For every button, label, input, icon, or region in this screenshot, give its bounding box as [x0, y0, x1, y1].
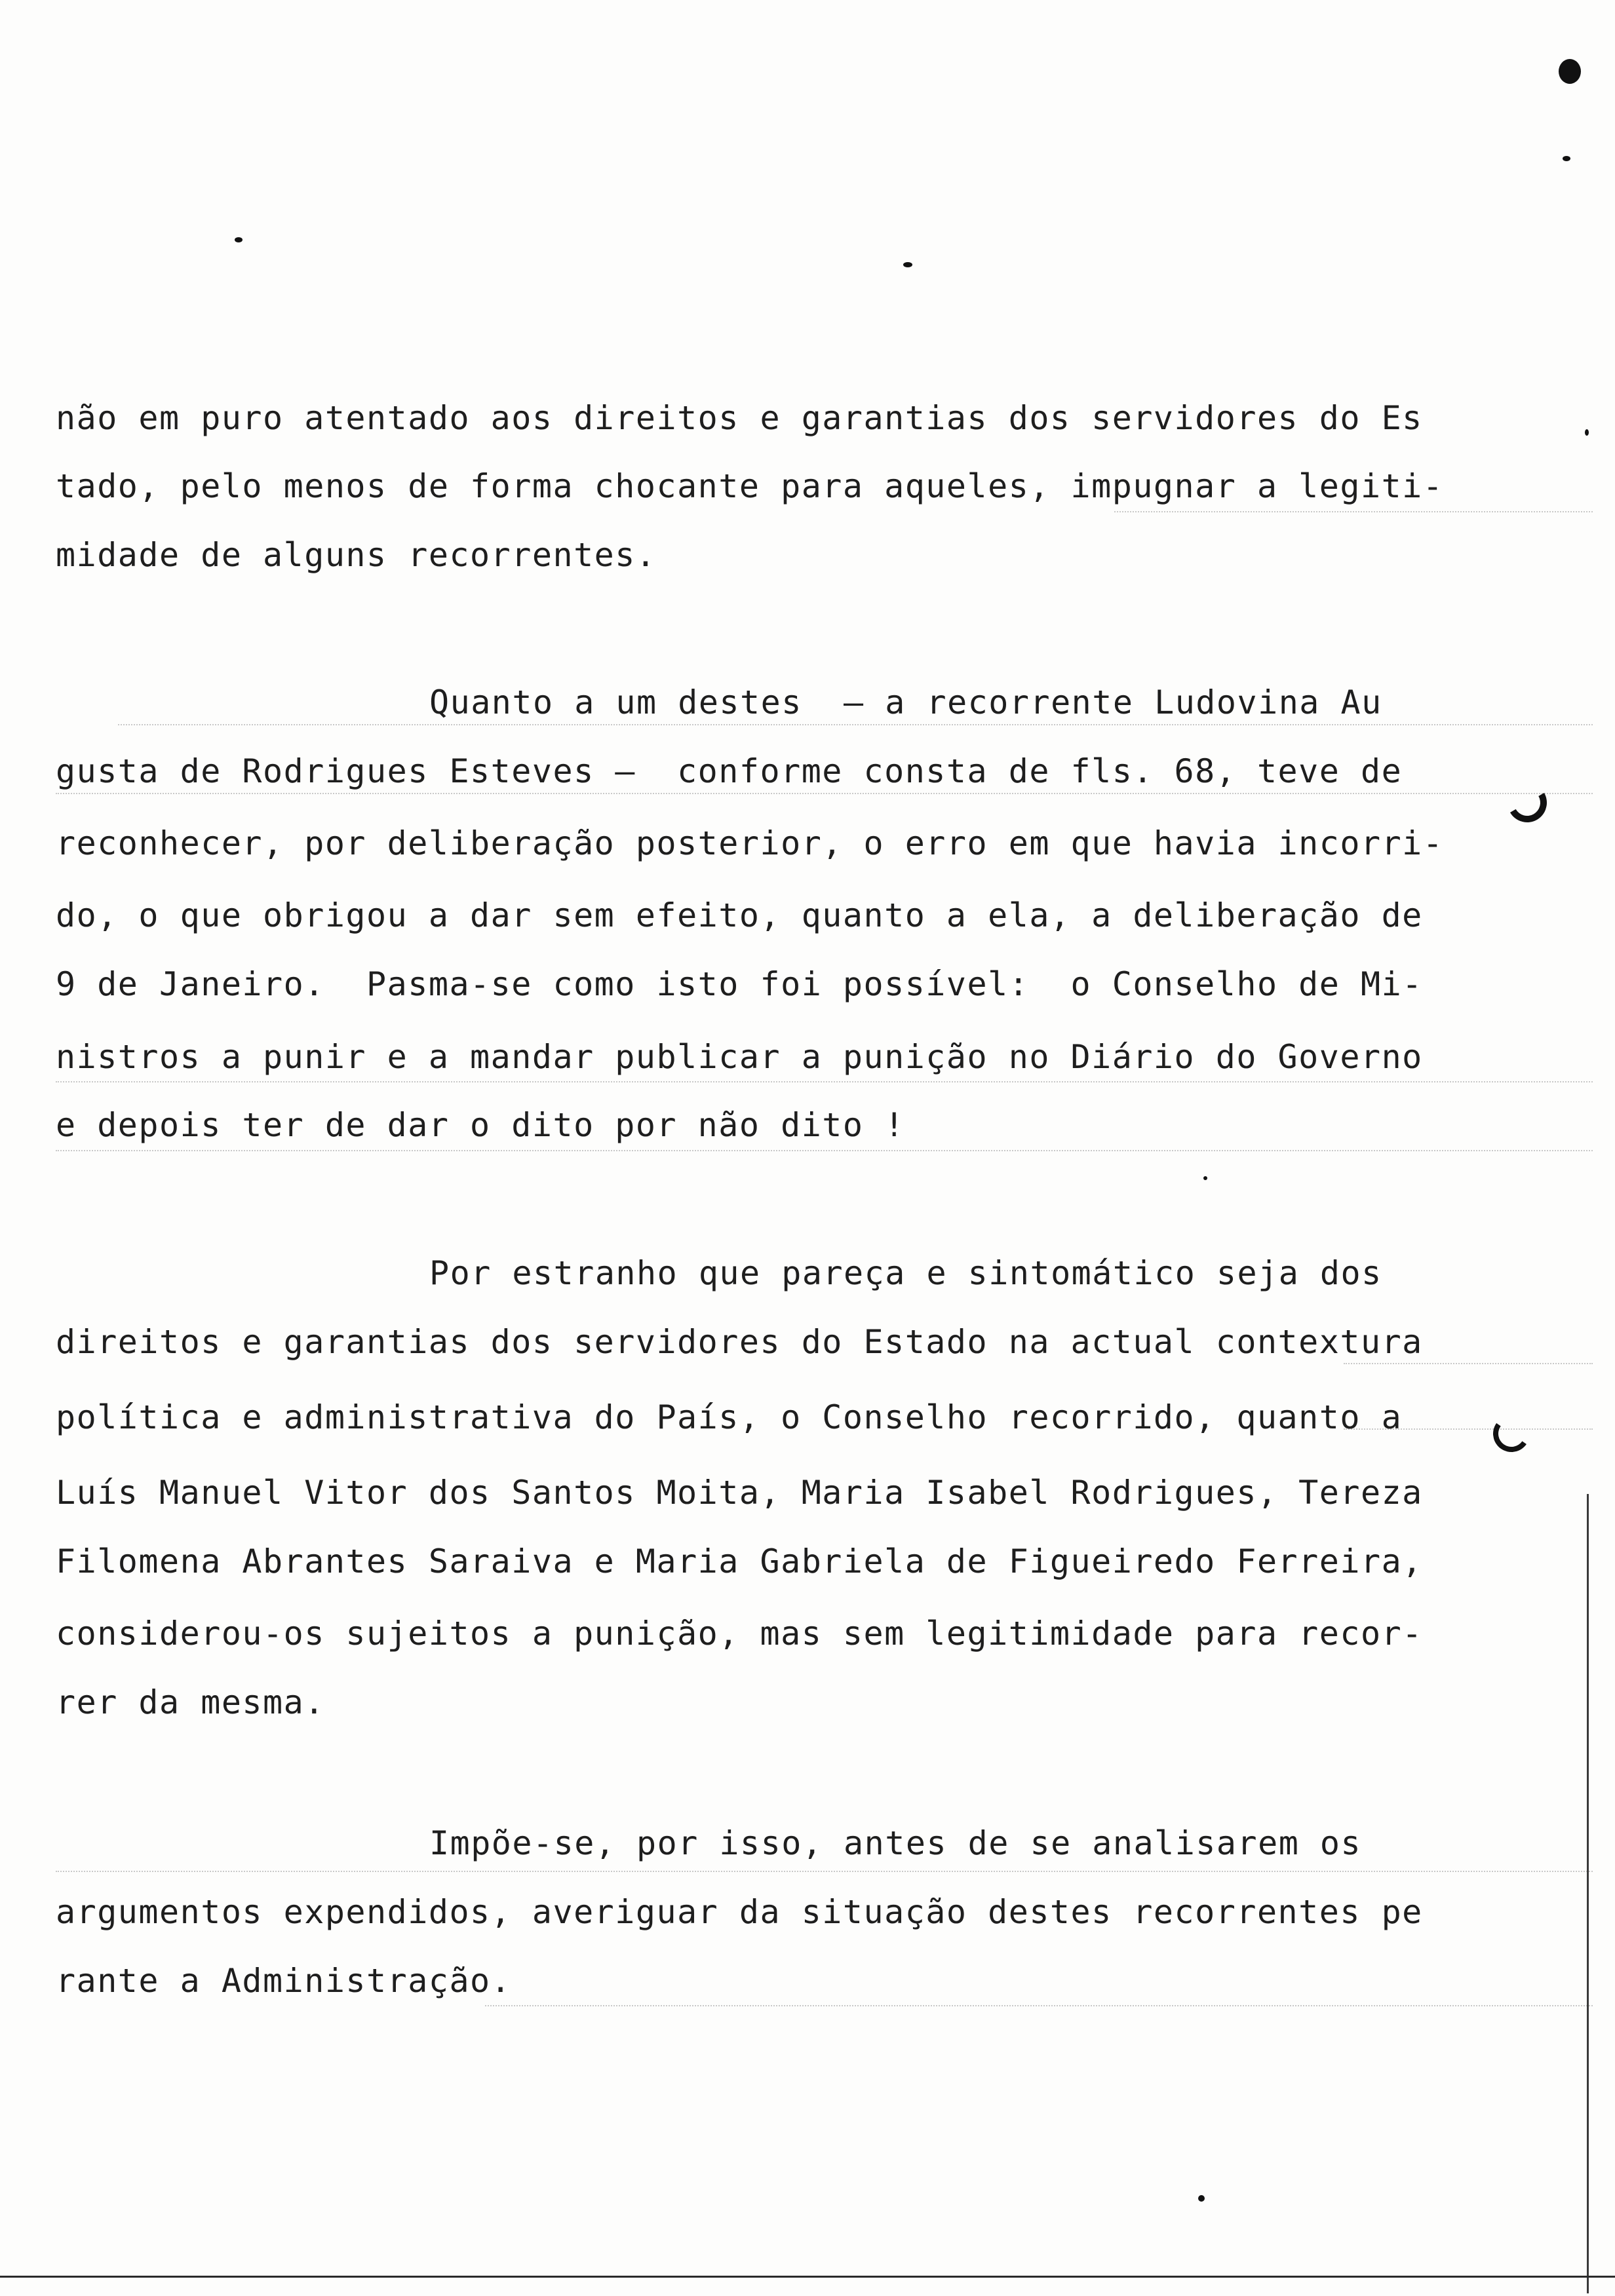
text-line: argumentos expendidos, averiguar da situação destes recorrentes pe — [56, 1893, 1423, 1931]
ink-speck — [1203, 1176, 1207, 1180]
ruling-line — [56, 1150, 1593, 1151]
text-line: Luís Manuel Vitor dos Santos Moita, Maria Isabel Rodrigues, Tereza — [56, 1474, 1423, 1512]
text-line: reconhecer, por deliberação posterior, o erro em que havia incorri- — [56, 824, 1444, 862]
ruling-line — [1114, 511, 1593, 512]
text-line: política e administrativa do País, o Conselho recorrido, quanto a — [56, 1398, 1403, 1436]
text-line: do, o que obrigou a dar sem efeito, quanto a ela, a deliberação de — [56, 896, 1423, 934]
text-line: rer da mesma. — [56, 1683, 325, 1721]
paragraph-start-line: Por estranho que pareça e sintomático seja dos — [429, 1254, 1382, 1292]
paragraph-start-line: Quanto a um destes — a recorrente Ludovina Au — [429, 683, 1382, 721]
text-line: não em puro atentado aos direitos e garantias dos servidores do Es — [56, 399, 1423, 437]
ink-speck — [1585, 429, 1589, 436]
ruling-line — [56, 1871, 1593, 1872]
text-line: Filomena Abrantes Saraiva e Maria Gabriela de Figueiredo Ferreira, — [56, 1542, 1423, 1580]
text-line: 9 de Janeiro. Pasma-se como isto foi possível: o Conselho de Mi- — [56, 965, 1423, 1003]
text-line: considerou-os sujeitos a punição, mas sem legitimidade para recor- — [56, 1615, 1423, 1653]
text-line: gusta de Rodrigues Esteves — conforme consta de fls. 68, teve de — [56, 752, 1403, 790]
ink-speck — [1559, 59, 1581, 84]
text-line: rante a Administração. — [56, 1962, 512, 2000]
ink-speck — [903, 262, 912, 267]
paper-edge-bottom — [0, 2276, 1615, 2278]
ink-speck — [1563, 156, 1570, 161]
paragraph-start-line: Impõe-se, por isso, antes de se analisarem os — [429, 1824, 1362, 1862]
ruling-line — [1344, 1363, 1593, 1364]
text-line: direitos e garantias dos servidores do Estado na actual contextura — [56, 1323, 1423, 1361]
paper-edge-right — [1587, 1494, 1589, 2293]
ink-speck — [235, 237, 243, 242]
ruling-line — [56, 793, 1593, 794]
ruling-line — [118, 724, 1593, 725]
text-line: tado, pelo menos de forma chocante para aqueles, impugnar a legiti- — [56, 467, 1444, 505]
ruling-line — [485, 2005, 1593, 2006]
text-line: midade de alguns recorrentes. — [56, 536, 657, 574]
text-line: nistros a punir e a mandar publicar a punição no Diário do Governo — [56, 1038, 1423, 1076]
punch-hole-mark — [1490, 1413, 1533, 1455]
punch-hole-mark — [1503, 778, 1551, 826]
text-line: e depois ter de dar o dito por não dito ! — [56, 1106, 905, 1144]
ink-speck — [1198, 2195, 1205, 2202]
ruling-line — [56, 1081, 1593, 1082]
